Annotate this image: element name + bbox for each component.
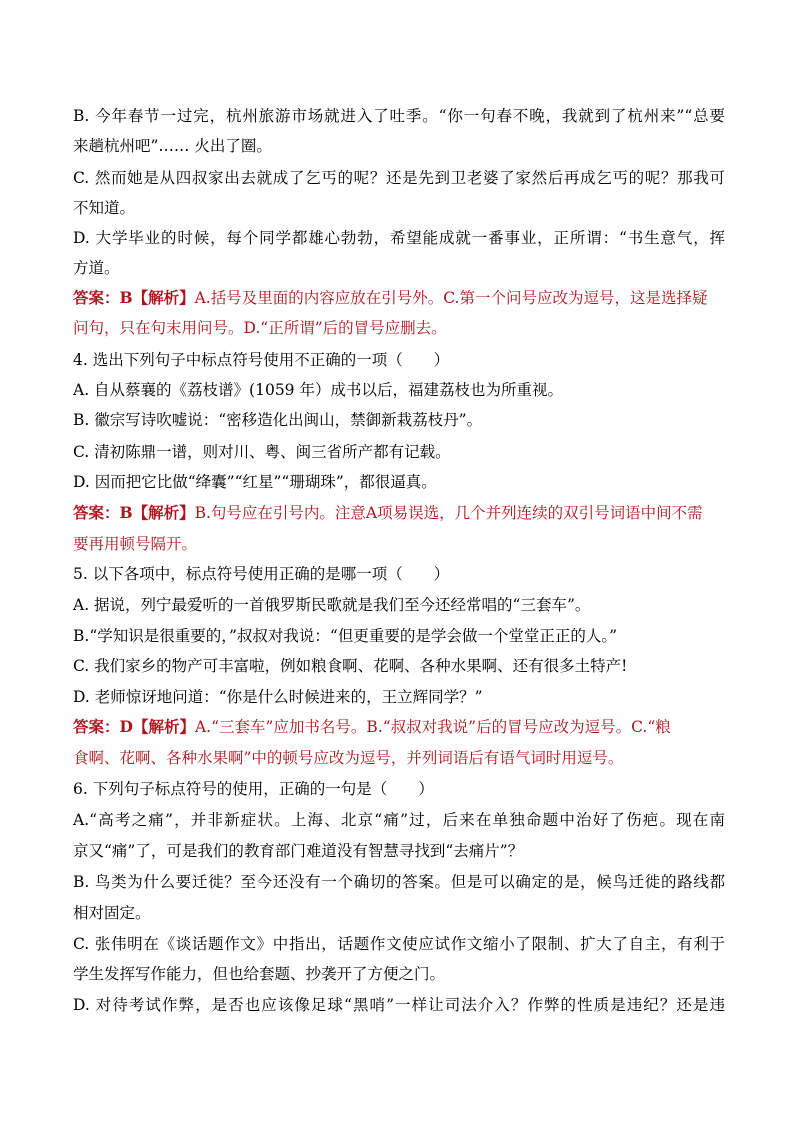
q3-answer-text1: A.括号及里面的内容应放在引号外。C.第一个问号应改为逗号，这是选择疑 (194, 289, 708, 307)
q5-option-d: D. 老师惊讶地问道：“你是什么时候进来的，王立辉同学？” (73, 688, 483, 706)
q6-option-c-line1: C. 张伟明在《谈话题作文》中指出，话题作文使应试作文缩小了限制、扩大了自主，有利于 (73, 935, 725, 953)
q3-answer-line2: 问句，只在句末用问号。D.“正所谓”后的冒号应删去。 (73, 319, 447, 337)
q5-answer-line1 (73, 717, 725, 737)
q6-option-b-line2: 相对固定。 (73, 904, 151, 922)
q5-answer-line2: 食啊、花啊、各种水果啊”中的顿号应改为逗号，并列词语后有语气词时用逗号。 (73, 749, 624, 767)
q3-option-d-line2: 方道。 (73, 259, 120, 277)
q4-option-a: A. 自从蔡襄的《荔枝谱》(1059 年）成书以后，福建荔枝也为所重视。 (73, 381, 563, 399)
q4-option-d: D. 因而把它比做“绛囊”“红星”“珊瑚珠”，都很逼真。 (73, 473, 437, 491)
q3-option-d-line1: D. 大学毕业的时候，每个同学都雄心勃勃，希望能成就一番事业，正所谓：“书生意气，挥 (73, 229, 725, 247)
q3-option-c-line1: C. 然而她是从四叔家出去就成了乞丐的呢？还是先到卫老婆了家然后再成乞丐的呢？那我可 (73, 169, 725, 187)
q4-answer-line2: 要再用顿号隔开。 (73, 535, 198, 553)
q3-answer-line1 (73, 288, 725, 308)
q6-option-d-line1: D. 对待考试作弊，是否也应该像足球“黑哨”一样让司法介入？作弊的性质是违纪？还是违 (73, 996, 725, 1014)
q5-option-c: C. 我们家乡的物产可丰富啦，例如粮食啊、花啊、各种水果啊、还有很多土特产! (73, 657, 628, 675)
q4-option-b: B. 徽宗写诗吹嘘说：“密移造化出闽山，禁御新栽荔枝丹”。 (73, 411, 483, 429)
q6-option-a-line1: A.“高考之痛”，并非新症状。上海、北京“痛”过，后来在单独命题中治好了伤疤。现在南 (73, 811, 725, 829)
q3-answer-prefix: 答案：B【解析】 (73, 288, 195, 307)
q6-option-b-line1: B. 鸟类为什么要迁徙？至今还没有一个确切的答案。但是可以确定的是，候鸟迁徙的路线都 (73, 873, 725, 891)
q4-answer-prefix: 答案：B【解析】 (73, 503, 195, 522)
q5-option-a: A. 据说，列宁最爱听的一首俄罗斯民歌就是我们至今还经常唱的“三套车”。 (73, 596, 591, 614)
q6-option-c-line2: 学生发挥写作能力，但也给套题、抄袭开了方便之门。 (73, 965, 446, 983)
q6-stem: 6. 下列句子标点符号的使用，正确的一句是（ ） (73, 780, 434, 798)
q3-option-b-line2: 来趟杭州吧”…… 火出了圈。 (73, 137, 272, 155)
q5-stem: 5. 以下各项中，标点符号使用正确的是哪一项（ ） (73, 565, 450, 583)
q6-option-a-line2: 京又“痛”了，可是我们的教育部门难道没有智慧寻找到“去痛片”？ (73, 842, 524, 860)
q5-answer-prefix: 答案：D【解析】 (73, 717, 195, 736)
q5-answer-text1: A.“三套车”应加书名号。B.“叔叔对我说”后的冒号应改为逗号。C.“粮 (194, 718, 671, 736)
q3-option-b-line1: B. 今年春节一过完，杭州旅游市场就进入了吐季。“你一句春不晚，我就到了杭州来”“总要 (73, 107, 725, 125)
q4-stem: 4. 选出下列句子中标点符号使用不正确的一项（ ） (73, 351, 450, 369)
q3-option-c-line2: 不知道。 (73, 199, 136, 217)
q4-option-c: C. 清初陈鼎一谱，则对川、粤、闽三省所产都有记载。 (73, 443, 451, 461)
q4-answer-line1 (73, 503, 725, 523)
q4-answer-text1: B.句号应在引号内。注意A项易误选，几个并列连续的双引号词语中间不需 (194, 504, 703, 522)
q5-option-b: B.“学知识是很重要的，”叔叔对我说：“但更重要的是学会做一个堂堂正正的人。” (73, 627, 618, 645)
